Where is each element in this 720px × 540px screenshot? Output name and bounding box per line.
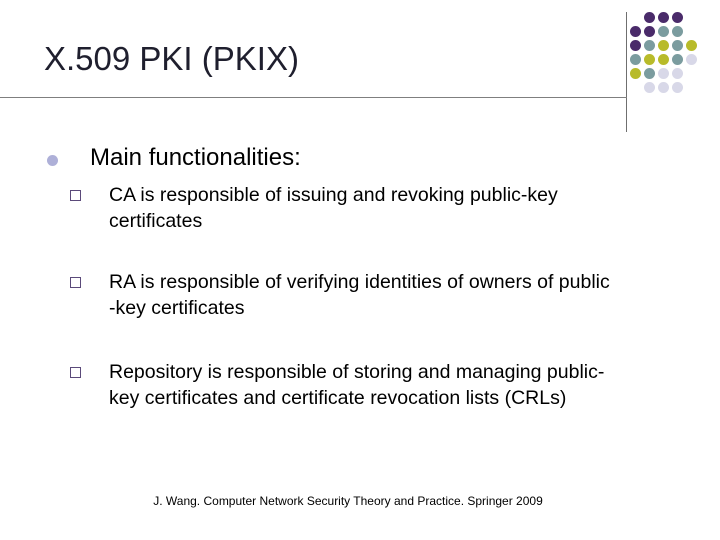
decorative-dot: [644, 40, 655, 51]
decorative-dot: [672, 68, 683, 79]
decorative-dot: [672, 54, 683, 65]
slide-title: X.509 PKI (PKIX): [44, 40, 299, 77]
decorative-dot: [644, 82, 655, 93]
decorative-dot: [672, 26, 683, 37]
decorative-dot: [686, 40, 697, 51]
decorative-dot: [658, 54, 669, 65]
decorative-dot: [644, 12, 655, 23]
square-bullet-icon: [70, 367, 81, 378]
decorative-dot: [672, 82, 683, 93]
decorative-dot: [644, 68, 655, 79]
sub-bullet-line: certificates: [109, 210, 203, 232]
sub-bullet-line: Repository is responsible of storing and managing public-: [109, 361, 605, 383]
bullet-dot-icon: [47, 155, 58, 166]
vertical-divider: [626, 12, 627, 132]
decorative-dot: [644, 26, 655, 37]
decorative-dot: [658, 82, 669, 93]
decorative-dot: [686, 54, 697, 65]
decorative-dot: [630, 40, 641, 51]
sub-bullet-line: CA is responsible of issuing and revoking public-key: [109, 184, 558, 206]
sub-bullet-line: -key certificates: [109, 297, 245, 319]
sub-bullet-text: [109, 269, 689, 321]
decorative-dot: [644, 54, 655, 65]
square-bullet-icon: [70, 277, 81, 288]
decorative-dot: [672, 12, 683, 23]
decorative-dot: [658, 12, 669, 23]
decorative-dot: [658, 40, 669, 51]
decorative-dot: [658, 26, 669, 37]
decorative-dot: [630, 54, 641, 65]
citation-footer: J. Wang. Computer Network Security Theory and Practice. Springer 2009: [153, 494, 543, 508]
sub-bullet-line: key certificates and certificate revocation lists (CRLs): [109, 387, 567, 409]
square-bullet-icon: [70, 190, 81, 201]
sub-bullet-text: [109, 359, 689, 411]
decorative-dot: [630, 26, 641, 37]
title-divider: [0, 97, 627, 98]
decorative-dot: [672, 40, 683, 51]
sub-bullet-line: RA is responsible of verifying identities of owners of public: [109, 271, 610, 293]
main-bullet: Main functionalities:: [90, 144, 301, 171]
sub-bullet-text: [109, 182, 689, 234]
decorative-dot: [658, 68, 669, 79]
decorative-dot: [630, 68, 641, 79]
